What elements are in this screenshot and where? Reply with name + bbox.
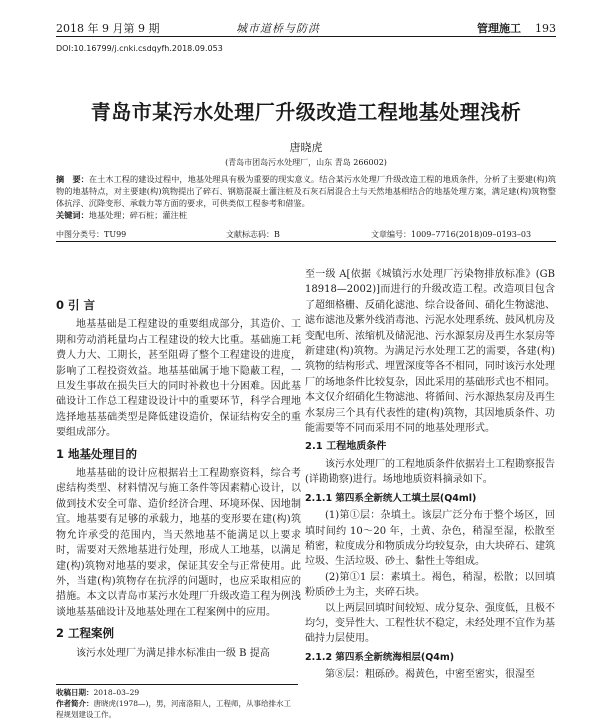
section-heading: 0 引 言 [56, 298, 96, 312]
paragraph: 第⑧层：粗砾砂。褐黄色，中密至密实，很湿至 [325, 669, 535, 681]
abstract-block [56, 173, 556, 221]
section-heading: 2 工程案例 [56, 626, 115, 641]
abstract-label: 摘 要： [56, 174, 89, 184]
footnote [56, 684, 298, 720]
received-value: 2018–03–29 [93, 688, 140, 697]
issue-date: 2018 年 9 月第 9 期 [56, 22, 160, 35]
page-number: 193 [535, 22, 556, 35]
paragraph: (2)第①1 层：素填土。褐色，稍湿，松散；以回填粉质砂土为主，夹碎石块。 [305, 571, 555, 599]
author-affiliation: (青岛市团岛污水处理厂，山东 青岛 266002) [225, 158, 387, 167]
clc-number: 中图分类号：TU99 [56, 230, 127, 239]
subsubsection-heading: 2.1.2 第四系全新统海相层(Q4m) [305, 651, 455, 663]
paragraph: (1)第①层：杂填土。该层广泛分布于整个场区，回填时间约 10～20 年，土黄、杂色，稍湿至湿，松散至稍密，粒度成分和物质成分均较复杂，由大块碎石、建筑垃圾、生活垃圾、砂土、黏性土等组成。 [305, 510, 555, 568]
doi: DOI:10.16799/j.cnki.csdqyfh.2018.09.053 [56, 44, 223, 53]
journal-name: 城市道桥与防洪 [236, 22, 320, 35]
section-heading: 1 地基处理目的 [56, 446, 138, 461]
subsubsection-heading: 2.1.1 第四系全新统人工填土层(Q4ml) [305, 492, 477, 504]
author-name: 唐晓虎 [289, 141, 323, 154]
article-number: 文章编号：1009–7716(2018)09–0193–03 [371, 230, 532, 239]
paragraph: 至一级 A[依据《城镇污水处理厂污染物排放标准》(GB 18918—2002)]而进行的升级改造工程。改造项目包含了超细格栅、反硝化滤池、综合设备间、硝化生物滤池、滤布滤池及紫外线消毒池、污泥水处理系统、鼓风机房及变配电所、浓缩机及储泥池、污水源泵房及再生水泵房等新建建(构)筑物。为满足污水处理工艺的需要，各建(构)筑物的结构形式、埋置深度等各不相同，同时该污水处理厂的场地条件比较复杂，因此采用的基础形式也不相同。本文仅介绍硝化生物滤池、将循间、污水源热泵房及再生水泵房三个具有代表性的建(构)筑物，其因地质条件、功能需要等不同而采用不同的地基处理形式。 [305, 269, 555, 435]
author-bio [56, 698, 298, 720]
paragraph: 以上两层回填时间较短、成分复杂、强度低，且极不均匀，变异性大、工程性状不稳定，未经处理不宜作为基础持力层使用。 [305, 602, 555, 645]
subsection-heading: 2.1 工程地质条件 [305, 441, 387, 453]
section-and-page [477, 20, 556, 36]
paragraph: 地基基础是工程建设的重要组成部分，其造价、工期和劳动消耗量均占工程建设的较大比重。基础施工耗费人力大、工期长，甚至阻碍了整个工程建设的进度，影响了工程投资效益。地基基础属于地下隐蔽工程，一旦发生事故在损失巨大的同时补救也十分困难。因此基础设计工作总工程建设设计中的重要环节，科学合理地选择地基基础类型是降低建设造价，保证结构安全的重要组成部分。 [56, 319, 301, 439]
paper-title: 青岛市某污水处理厂升级改造工程地基处理浅析 [90, 100, 522, 124]
classification-line [56, 227, 556, 242]
keywords [56, 209, 556, 221]
left-column [56, 292, 301, 661]
keywords-label: 关键词： [56, 210, 89, 220]
document-code: 文献标志码：B [226, 230, 280, 239]
keywords-text: 地基处理；碎石桩；灌注桩 [88, 210, 188, 220]
received-date [56, 687, 298, 698]
paragraph: 该污水处理厂的工程地质条件依据岩土工程勘察报告(详勘勘察)进行。场地地质资料摘录如下。 [305, 458, 555, 486]
author-bio-text: 唐晓虎(1978—)，男，河南洛阳人，工程师，从事给排水工程规划建设工作。 [56, 699, 291, 719]
author-bio-label: 作者简介： [56, 699, 94, 708]
abstract-text: 在土木工程的建设过程中，地基处理具有极为重要的现实意义。结合某污水处理厂升级改造工程的地质条件，分析了主要建(构)筑物的地基特点，对主要建(构)筑物提出了碎石、钢筋混凝土灌注桩及石灰石屑混合土与天然地基相结合的地基处理方案，满足建(构)筑物整体抗浮、沉降变形、承载力等方面的要求，可供类似工程参考和借鉴。 [56, 174, 556, 208]
running-header [56, 18, 556, 37]
right-column [305, 267, 555, 683]
paragraph: 地基基础的设计应根据岩土工程勘察资料，综合考虑结构类型、材料情况与施工条件等因素精心设计，以做到技术安全可靠、造价经济合理、环境环保、因地制宜。地基要有足够的承载力，地基的变形要在建(构)筑物允许承受的范围内，当天然地基不能满足以上要求时，需要对天然地基进行处理，形成人工地基，以满足建(构)筑物对地基的要求，保证其安全与正常使用。此外，当建(构)筑物存在抗浮的问题时，也应采取相应的措施。本文以青岛市某污水处理厂升级改造工程为例浅谈地基基础设计及地基处理在工程案例中的应用。 [56, 468, 301, 618]
paragraph: 该污水处理厂为满足排水标准由一级 B 提高 [76, 647, 270, 659]
abstract [56, 173, 556, 209]
received-label: 收稿日期： [56, 688, 94, 697]
section-name: 管理施工 [477, 22, 521, 35]
